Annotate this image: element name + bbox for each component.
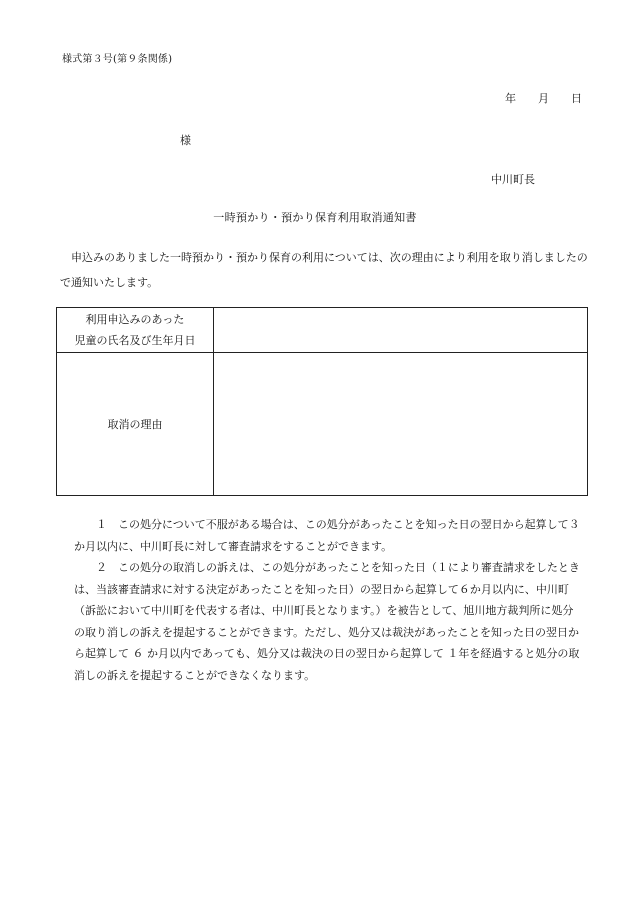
cancellation-form-table — [56, 307, 588, 496]
day-label: 日 — [571, 92, 582, 105]
note-number: ２ — [96, 561, 107, 574]
document-title: 一時預かり・預かり保育利用取消通知書 — [213, 211, 417, 224]
child-info-value — [214, 308, 588, 353]
note-text: この処分の取消しの訴えは、この処分があったことを知った日（１により審査請求をしたときは、当該審査請求に対する決定があったことを知った日）の翌日から起算して６か月以内に、中川町（訴訟において中川町を代表する者は、中川町長となります。）を被告として、旭川地方裁判所に処分の取り消しの訴えを提起することができます。ただし、処分又は裁決があったことを知った日の翌日から起算して ６ か月以内であっても、処分又は裁決の日の翌日から起算して １年を経過すると処分の取消しの訴えを提起することができなくなります。 — [74, 561, 580, 682]
note-item — [60, 557, 580, 686]
note-number: １ — [96, 518, 107, 531]
note-item — [60, 514, 580, 557]
issuer-name: 中川町長 — [491, 173, 535, 186]
child-info-label-line2: 児童の氏名及び生年月日 — [74, 334, 196, 347]
addressee-suffix: 様 — [180, 134, 191, 147]
reason-label: 取消の理由 — [57, 353, 214, 496]
child-info-label-line1: 利用申込みのあった — [85, 313, 185, 326]
reason-value — [214, 353, 588, 496]
table-row-child-info — [57, 308, 588, 353]
form-number: 様式第３号(第９条関係) — [62, 54, 173, 65]
notes-list — [60, 514, 580, 686]
year-label: 年 — [505, 92, 516, 105]
child-info-label — [57, 308, 214, 353]
note-text: この処分について不服がある場合は、この処分があったことを知った日の翌日から起算して３か月以内に、中川町長に対して審査請求をすることができます。 — [74, 518, 580, 553]
date-line — [505, 90, 582, 106]
table-row-reason — [57, 353, 588, 496]
month-label: 月 — [538, 92, 549, 105]
intro-paragraph: 申込みのありました一時預かり・預かり保育の利用については、次の理由により利用を取り消しましたので通知いたします。 — [60, 251, 588, 289]
